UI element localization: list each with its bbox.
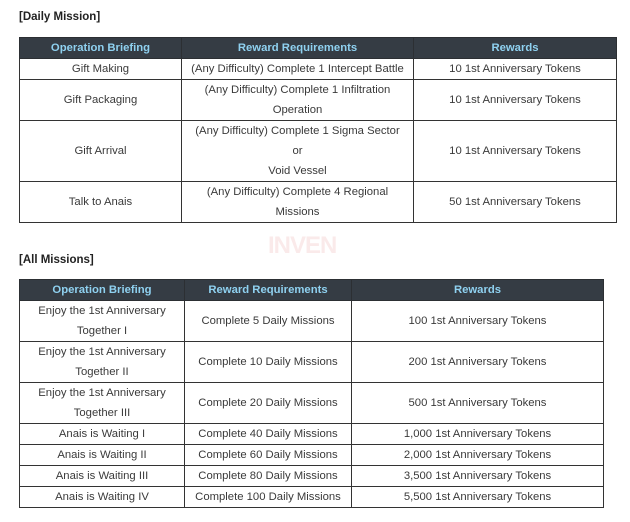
all-missions-table <box>19 279 604 508</box>
briefing-cell: Gift Arrival <box>20 121 182 182</box>
header-rewards: Rewards <box>352 280 604 301</box>
briefing-line: Together I <box>76 325 128 337</box>
requirement-cell: Complete 60 Daily Missions <box>185 445 352 466</box>
table-header-row <box>20 38 617 59</box>
reward-cell: 500 1st Anniversary Tokens <box>352 383 604 424</box>
requirement-line: (Any Difficulty) Complete 1 Intercept Battle <box>191 63 404 75</box>
briefing-line: Enjoy the 1st Anniversary <box>38 305 166 317</box>
briefing-cell: Anais is Waiting III <box>20 466 185 487</box>
briefing-cell: Anais is Waiting I <box>20 424 185 445</box>
requirement-line: (Any Difficulty) Complete 4 Regional <box>206 186 389 198</box>
briefing-cell: Talk to Anais <box>20 182 182 223</box>
reward-cell: 1,000 1st Anniversary Tokens <box>352 424 604 445</box>
requirement-cell <box>182 182 414 223</box>
briefing-line: Together III <box>73 407 131 419</box>
requirement-cell <box>182 59 414 80</box>
requirement-cell <box>182 121 414 182</box>
briefing-cell <box>20 342 185 383</box>
header-rewards: Rewards <box>414 38 617 59</box>
requirement-line: Operation <box>272 104 323 116</box>
briefing-cell: Anais is Waiting II <box>20 445 185 466</box>
table-row <box>20 182 617 223</box>
briefing-cell <box>20 301 185 342</box>
reward-cell: 10 1st Anniversary Tokens <box>414 80 617 121</box>
table-row <box>20 121 617 182</box>
requirement-cell: Complete 100 Daily Missions <box>185 487 352 508</box>
header-reward-requirements: Reward Requirements <box>182 38 414 59</box>
table-row <box>20 445 604 466</box>
requirement-line: or <box>292 145 303 157</box>
requirement-line: Missions <box>275 206 320 218</box>
reward-cell: 3,500 1st Anniversary Tokens <box>352 466 604 487</box>
briefing-cell <box>20 383 185 424</box>
requirement-cell: Complete 10 Daily Missions <box>185 342 352 383</box>
table-row <box>20 342 604 383</box>
header-operation-briefing: Operation Briefing <box>20 38 182 59</box>
requirement-line: Void Vessel <box>268 165 327 177</box>
table-row <box>20 466 604 487</box>
briefing-cell: Gift Making <box>20 59 182 80</box>
reward-cell: 50 1st Anniversary Tokens <box>414 182 617 223</box>
requirement-cell: Complete 80 Daily Missions <box>185 466 352 487</box>
all-missions-title: [All Missions] <box>19 254 94 266</box>
reward-cell: 10 1st Anniversary Tokens <box>414 59 617 80</box>
header-reward-requirements: Reward Requirements <box>185 280 352 301</box>
requirement-cell: Complete 40 Daily Missions <box>185 424 352 445</box>
reward-cell: 10 1st Anniversary Tokens <box>414 121 617 182</box>
requirement-line: (Any Difficulty) Complete 1 Sigma Sector <box>195 125 400 137</box>
briefing-line: Together II <box>75 366 129 378</box>
reward-cell: 100 1st Anniversary Tokens <box>352 301 604 342</box>
requirement-cell: Complete 20 Daily Missions <box>185 383 352 424</box>
table-row <box>20 59 617 80</box>
briefing-cell: Gift Packaging <box>20 80 182 121</box>
briefing-line: Enjoy the 1st Anniversary <box>38 387 166 399</box>
table-row <box>20 424 604 445</box>
table-header-row <box>20 280 604 301</box>
briefing-line: Enjoy the 1st Anniversary <box>38 346 166 358</box>
reward-cell: 5,500 1st Anniversary Tokens <box>352 487 604 508</box>
watermark-logo: INVEN <box>268 232 337 259</box>
reward-cell: 2,000 1st Anniversary Tokens <box>352 445 604 466</box>
daily-mission-table <box>19 37 617 223</box>
daily-mission-title: [Daily Mission] <box>19 11 101 23</box>
briefing-cell: Anais is Waiting IV <box>20 487 185 508</box>
table-row <box>20 301 604 342</box>
table-row <box>20 487 604 508</box>
header-operation-briefing: Operation Briefing <box>20 280 185 301</box>
requirement-cell: Complete 5 Daily Missions <box>185 301 352 342</box>
table-row <box>20 80 617 121</box>
requirement-cell <box>182 80 414 121</box>
requirement-line: (Any Difficulty) Complete 1 Infiltration <box>204 84 391 96</box>
table-row <box>20 383 604 424</box>
reward-cell: 200 1st Anniversary Tokens <box>352 342 604 383</box>
